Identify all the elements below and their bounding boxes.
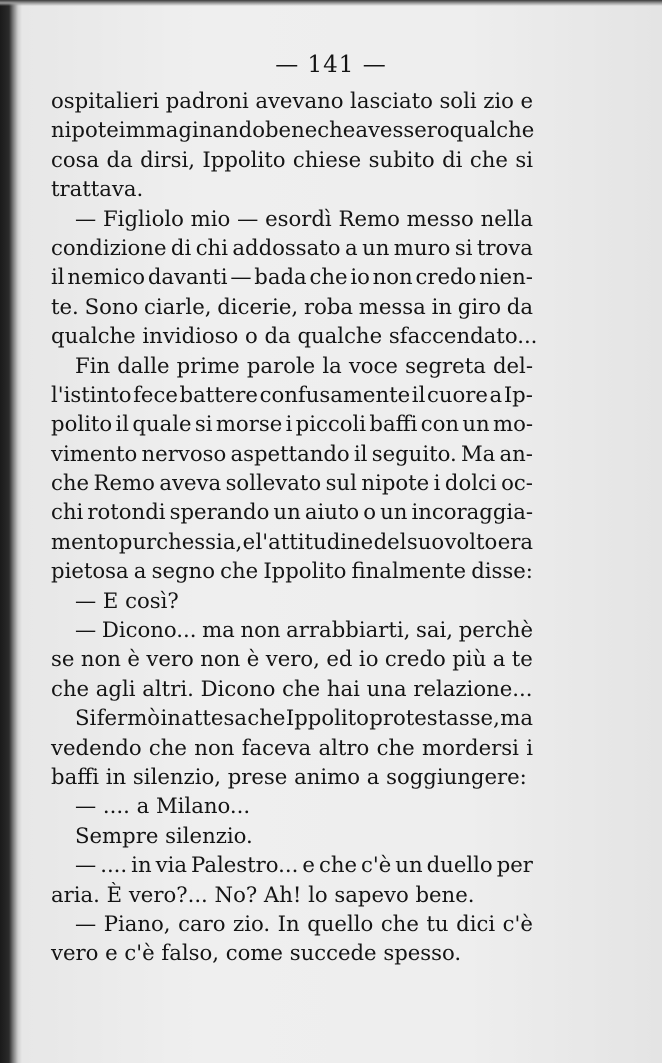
text-line [51,439,533,468]
word: mordersi [422,734,519,760]
word: non [372,264,413,290]
word: del- [492,352,533,378]
word: messa [358,293,426,319]
word: volto [444,528,498,554]
word: che [469,146,508,172]
word: condizione [51,234,167,260]
page-binding-edge [0,0,22,1063]
word: a [489,381,503,407]
line-text: che agli altri. Dicono che hai una relazione... [51,675,533,701]
word: an- [499,440,533,466]
word: in [160,705,181,731]
word: suo [406,528,445,554]
word: credo [384,646,446,672]
word: quale [132,411,192,437]
page-top-edge [0,0,662,6]
word: ospitalieri [51,88,160,113]
word: del [373,528,407,554]
word: protestasse, [369,705,500,731]
text-line [51,880,533,909]
word: subito [368,146,435,172]
word: il [115,411,130,437]
word: davanti [147,264,228,290]
word: per [496,852,533,878]
word: battere [179,381,258,407]
word: o [363,499,376,525]
word: e [242,528,256,554]
word: che [51,470,90,496]
word: tu [426,910,449,936]
word: Remo [93,470,155,496]
line-text: — .... a Milano... [75,793,251,819]
word: — [75,910,97,936]
word: incoraggia- [411,499,533,525]
word: Remo [338,205,400,231]
word: dicerie, [217,293,299,319]
word: Ma [460,440,496,466]
word: aiuto [304,499,360,525]
text-line [51,762,533,791]
word: e [302,852,315,878]
word: credo [415,264,477,290]
word: padroni [165,88,249,113]
word: — [75,852,97,878]
word: seguito. [371,440,457,466]
word: lasciato [350,88,433,113]
word: avessero [355,117,450,143]
text-line [51,644,533,673]
text-line [51,262,533,291]
word: in [431,293,453,319]
word: immaginando [118,117,265,143]
word: fece [133,381,178,407]
word: messo [406,205,474,231]
text-line [51,497,533,526]
word: sperando [169,499,270,525]
word: che [220,558,259,584]
word: in [131,852,152,878]
word: Palestro... [191,852,299,878]
word: bada [254,264,307,290]
word: con [420,411,460,437]
word: più [452,646,487,672]
word: chi [51,499,84,525]
line-text: trattava. [51,176,144,202]
word: via [155,852,188,878]
word: si [454,234,473,260]
word: vimento [51,440,138,466]
text-line [51,527,533,556]
word: i [433,470,441,496]
word: mo- [492,411,533,437]
word: da [506,293,533,319]
word: dirsi, [140,146,196,172]
word: è [127,646,140,672]
text-line [51,174,533,203]
word: .... [100,852,128,878]
text-line [51,556,533,585]
text-line [51,321,538,350]
word: sai, [416,617,454,643]
word: faceva [241,734,312,760]
word: ma [202,617,235,643]
line-text: vero e c'è falso, come succede spesso. [51,940,462,966]
word: giro [457,293,502,319]
text-line [51,586,533,615]
word: l'istinto [51,381,132,407]
word: oc- [501,470,533,496]
word: perchè [458,617,533,643]
word: dolci [444,470,497,496]
word: mio [190,205,231,231]
word: — [75,617,97,643]
word: nipote [51,117,119,143]
word: zio. [233,910,271,936]
line-text: — E così? [75,587,179,613]
word: te. [51,293,79,319]
line-text: Sempre silenzio. [75,822,253,848]
text-line [51,733,533,762]
word: finalmente [351,558,467,584]
word: cuore [426,381,488,407]
word: chiese [292,146,362,172]
word: a [133,558,147,584]
word: che [317,117,356,143]
text-line [51,292,533,321]
line-text: qualche invidioso o da qualche sfaccendato... [51,323,538,349]
word: di [442,146,463,172]
text-line [51,938,533,967]
text-line [51,115,533,144]
word: Piano, [103,910,171,936]
text-line [51,674,533,703]
word: non [240,617,281,643]
word: Figliolo [102,205,184,231]
word: il [411,381,426,407]
word: polito [51,411,113,437]
word: qualche [449,117,535,143]
word: era [497,528,533,554]
word: duello [426,852,493,878]
word: aveva [159,470,222,496]
word: se [51,646,75,672]
word: pietosa [51,558,129,584]
word: Ippolito [202,146,286,172]
word: un [273,499,301,525]
word: è [246,646,260,672]
word: che [318,852,358,878]
word: rotondi [87,499,166,525]
word: dici [456,910,496,936]
word: i [285,411,293,437]
word: che [247,705,286,731]
text-line [51,351,533,380]
word: disse: [471,558,533,584]
word: di [170,234,192,260]
text-line [51,821,533,850]
word: — [75,205,97,231]
word: Fin [75,352,111,378]
text-line [51,204,533,233]
word: baffi [369,411,418,437]
word: non [200,646,241,672]
text-line [51,145,533,174]
word: sollevato [225,470,322,496]
word: altro [318,734,370,760]
text-line [51,380,533,409]
word: — [237,205,259,231]
word: c'è [361,852,392,878]
word: ed [326,646,353,672]
word: ciarle, [144,293,212,319]
word: confusamente [259,381,411,407]
word: dalle [117,352,170,378]
word: che [309,264,348,290]
word: arrabbiarti, [286,617,411,643]
word: io [350,264,370,290]
word: ma [500,705,533,731]
word: parole [246,352,316,378]
word: il [353,440,368,466]
word: nella [480,205,533,231]
word: i [526,734,533,760]
body-text [51,86,538,968]
word: segreta [405,352,486,378]
word: Sono [84,293,139,319]
word: l'attitudine [255,528,374,554]
word: Ip- [503,381,533,407]
word: la [322,352,342,378]
line-text: baffi in silenzio, prese animo a soggiungere: [51,763,527,789]
word: e [520,88,533,113]
line-text: aria. È vero?... No? Ah! lo sapevo bene. [51,881,475,907]
word: roba [303,293,354,319]
text-line [51,468,533,497]
word: purchessia, [118,528,243,554]
word: Ippolito [285,705,369,731]
word: piccoli [295,411,367,437]
word: da [106,146,133,172]
word: trova [476,234,533,260]
word: addossato [232,234,341,260]
word: esordì [265,205,332,231]
page-number: — 141 — [275,52,387,78]
text-line [51,233,533,262]
text-line [51,850,533,879]
word: il [51,264,65,290]
word: io [358,646,379,672]
word: prime [176,352,240,378]
word: si [194,411,213,437]
word: caro [178,910,226,936]
word: c'è [502,910,533,936]
word: un [395,852,423,878]
word: Dicono... [101,617,197,643]
word: Si [75,705,97,731]
word: che [376,734,415,760]
word: fermò [96,705,161,731]
word: un [462,411,490,437]
word: zio [483,88,514,113]
word: nipote [361,470,430,496]
word: te [511,646,533,672]
word: che [148,734,187,760]
word: quello [307,910,374,936]
word: In [277,910,300,936]
word: chi [195,234,228,260]
word: si [515,146,533,172]
word: vero, [265,646,320,672]
word: un [380,499,408,525]
text-line [51,791,533,820]
word: nemico [67,264,146,290]
word: avevano [255,88,344,113]
word: — [230,264,252,290]
word: attesa [181,705,247,731]
word: muro [393,234,451,260]
text-line [51,909,533,938]
word: non [80,646,121,672]
word: che [380,910,419,936]
word: vero [146,646,194,672]
word: a [492,646,506,672]
word: bene [264,117,318,143]
word: un [362,234,390,260]
word: sul [325,470,357,496]
word: a [345,234,358,260]
word: vedendo [51,734,142,760]
text-line [51,615,533,644]
text-line [51,409,533,438]
word: segno [151,558,215,584]
word: soli [439,88,477,113]
word: voce [348,352,398,378]
word: non [194,734,235,760]
word: nervoso [141,440,227,466]
text-line [51,703,533,732]
word: nien- [479,264,533,290]
word: mento [51,528,119,554]
word: Ippolito [263,558,347,584]
word: morse [215,411,283,437]
word: cosa [51,146,100,172]
text-line [51,86,533,115]
word: aspettando [230,440,350,466]
